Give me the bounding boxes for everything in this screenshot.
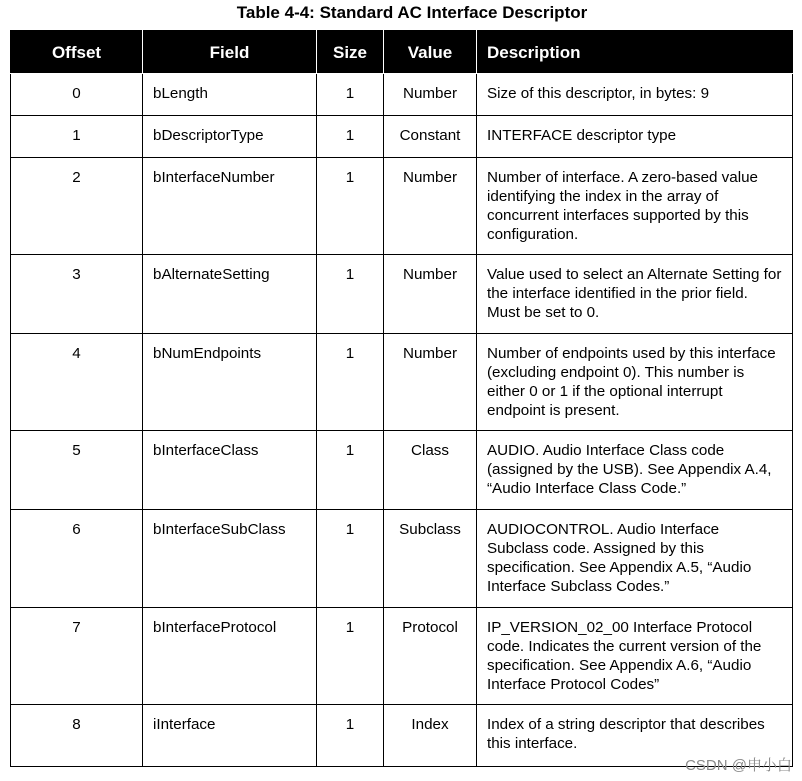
- value-cell: Number: [384, 255, 477, 334]
- description-cell: Number of endpoints used by this interface (excluding endpoint 0). This number is either 0 or 1 if the optional interrupt endpoint is present.: [477, 334, 793, 431]
- table-row: [11, 608, 793, 705]
- watermark: CSDN @申小白: [685, 757, 792, 774]
- size-cell: 1: [317, 116, 384, 158]
- field-cell: bLength: [143, 74, 317, 116]
- value-cell: Class: [384, 431, 477, 510]
- field-cell: bInterfaceSubClass: [143, 510, 317, 608]
- field-cell: iInterface: [143, 705, 317, 767]
- field-cell: bNumEndpoints: [143, 334, 317, 431]
- offset-cell: 8: [11, 705, 143, 767]
- field-cell: bInterfaceClass: [143, 431, 317, 510]
- size-cell: 1: [317, 74, 384, 116]
- header-offset: Offset: [11, 31, 143, 74]
- field-cell: bInterfaceNumber: [143, 158, 317, 255]
- size-cell: 1: [317, 158, 384, 255]
- offset-cell: 1: [11, 116, 143, 158]
- description-cell: INTERFACE descriptor type: [477, 116, 793, 158]
- value-cell: Subclass: [384, 510, 477, 608]
- header-description: Description: [477, 31, 793, 74]
- size-cell: 1: [317, 334, 384, 431]
- description-cell: Index of a string descriptor that describes this interface.: [477, 705, 793, 767]
- table-row: [11, 116, 793, 158]
- offset-cell: 2: [11, 158, 143, 255]
- table-row: [11, 158, 793, 255]
- header-field: Field: [143, 31, 317, 74]
- description-cell: AUDIOCONTROL. Audio Interface Subclass code. Assigned by this specification. See Appendix A.5, “Audio Interface Subclass Codes.”: [477, 510, 793, 608]
- description-cell: AUDIO. Audio Interface Class code (assigned by the USB). See Appendix A.4, “Audio Interface Class Code.”: [477, 431, 793, 510]
- offset-cell: 0: [11, 74, 143, 116]
- header-size: Size: [317, 31, 384, 74]
- offset-cell: 3: [11, 255, 143, 334]
- size-cell: 1: [317, 705, 384, 767]
- descriptor-table: [10, 30, 793, 767]
- offset-cell: 7: [11, 608, 143, 705]
- value-cell: Protocol: [384, 608, 477, 705]
- field-cell: bDescriptorType: [143, 116, 317, 158]
- size-cell: 1: [317, 510, 384, 608]
- table-caption: Table 4-4: Standard AC Interface Descriptor: [236, 3, 588, 22]
- header-value: Value: [384, 31, 477, 74]
- field-cell: bAlternateSetting: [143, 255, 317, 334]
- offset-cell: 4: [11, 334, 143, 431]
- size-cell: 1: [317, 431, 384, 510]
- size-cell: 1: [317, 608, 384, 705]
- offset-cell: 5: [11, 431, 143, 510]
- description-cell: Size of this descriptor, in bytes: 9: [477, 74, 793, 116]
- offset-cell: 6: [11, 510, 143, 608]
- table-row: [11, 74, 793, 116]
- value-cell: Index: [384, 705, 477, 767]
- table-row: [11, 510, 793, 608]
- field-cell: bInterfaceProtocol: [143, 608, 317, 705]
- value-cell: Number: [384, 334, 477, 431]
- value-cell: Number: [384, 158, 477, 255]
- table-row: [11, 431, 793, 510]
- description-cell: IP_VERSION_02_00 Interface Protocol code. Indicates the current version of the specification. See Appendix A.6, “Audio Interface Protocol Codes”: [477, 608, 793, 705]
- value-cell: Constant: [384, 116, 477, 158]
- table-row: [11, 705, 793, 767]
- description-cell: Number of interface. A zero-based value identifying the index in the array of concurrent interfaces supported by this configuration.: [477, 158, 793, 255]
- table-row: [11, 334, 793, 431]
- header-row: [11, 31, 793, 74]
- table-row: [11, 255, 793, 334]
- description-cell: Value used to select an Alternate Setting for the interface identified in the prior field. Must be set to 0.: [477, 255, 793, 334]
- size-cell: 1: [317, 255, 384, 334]
- value-cell: Number: [384, 74, 477, 116]
